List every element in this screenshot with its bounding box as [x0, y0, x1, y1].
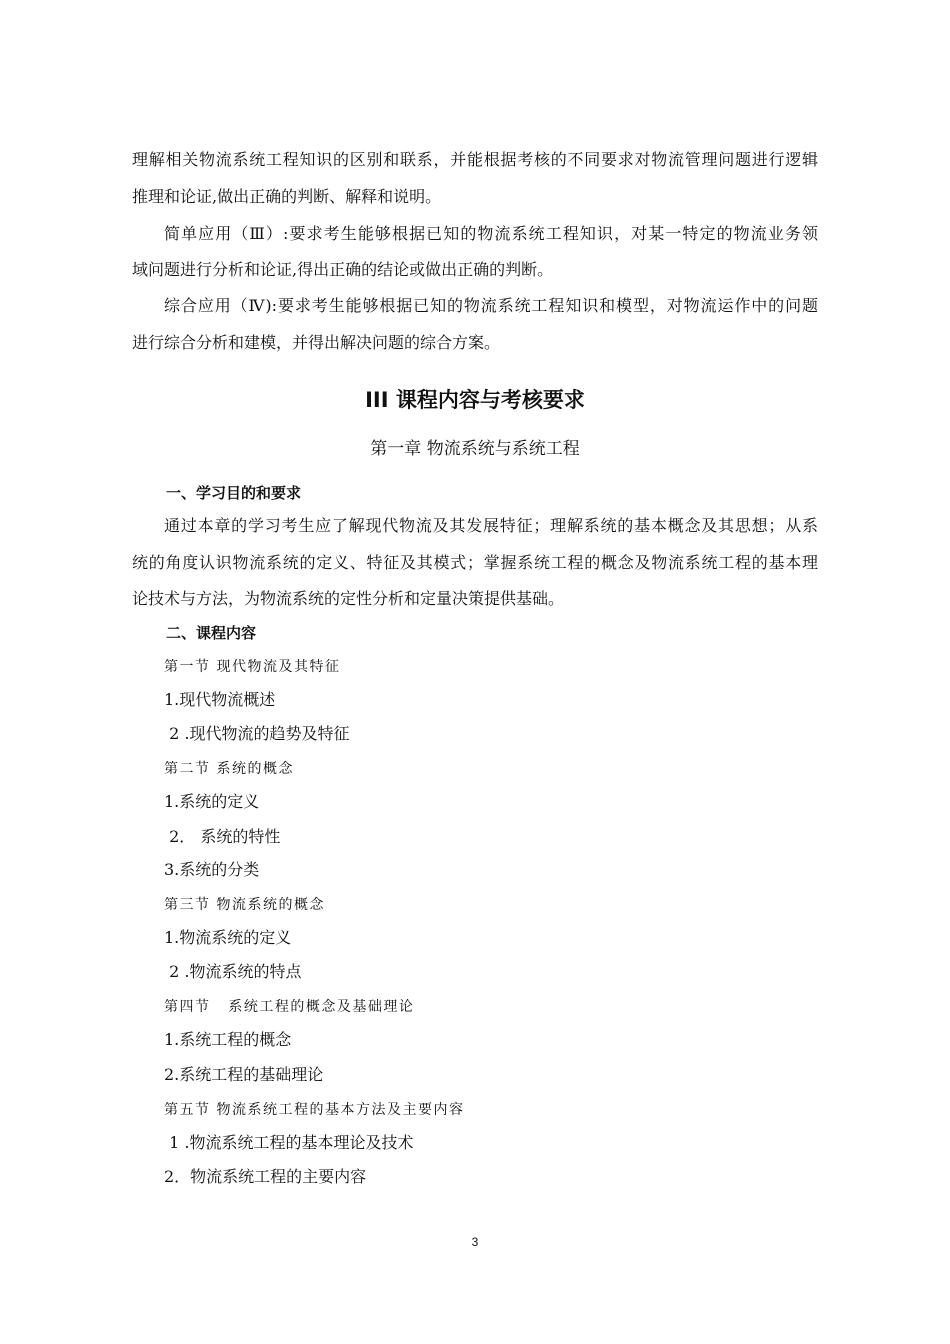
paragraph-line: 推理和论证,做出正确的判断、解释和说明。 [132, 187, 442, 206]
paragraph-line: 理解相关物流系统工程知识的区别和联系，并能根据考核的不同要求对物流管理问题进行逻辑 [132, 150, 818, 169]
list-item: 1 .物流系统工程的基本理论及技术 [164, 1133, 414, 1152]
paragraph-line: 综合应用（Ⅳ):要求考生能够根据已知的物流系统工程知识和模型，对物流运作中的问题 [164, 296, 818, 315]
list-item: 1.物流系统的定义 [164, 928, 292, 947]
page-number: 3 [471, 1235, 479, 1249]
list-item: 2．物流系统工程的主要内容 [164, 1167, 367, 1186]
list-item: 1.系统的定义 [164, 792, 260, 811]
list-item: 第三节 物流系统的概念 [164, 897, 325, 913]
list-item: 2.系统工程的基础理论 [164, 1065, 324, 1084]
list-item: 1.系统工程的概念 [164, 1030, 292, 1049]
paragraph-line: 论技术与方法，为物流系统的定性分析和定量决策提供基础。 [132, 589, 565, 608]
list-item: 2 .现代物流的趋势及特征 [164, 724, 350, 743]
section-title: 一、学习目的和要求 [166, 484, 302, 502]
list-item: 3.系统的分类 [164, 860, 260, 879]
paragraph-line: 通过本章的学习考生应了解现代物流及其发展特征；理解系统的基本概念及其思想；从系 [164, 516, 818, 535]
list-item: 第一节 现代物流及其特征 [164, 659, 341, 675]
paragraph-line: 进行综合分析和建模，并得出解决问题的综合方案。 [132, 333, 501, 352]
list-item: 第二节 系统的概念 [164, 761, 294, 777]
paragraph-line: 统的角度认识物流系统的定义、特征及其模式；掌握系统工程的概念及物流系统工程的基本理 [132, 553, 818, 572]
list-item: 第五节 物流系统工程的基本方法及主要内容 [164, 1102, 465, 1118]
chapter-heading: 第一章 物流系统与系统工程 [370, 439, 580, 459]
list-item: 2 .物流系统的特点 [164, 962, 302, 981]
section-title: 二、课程内容 [166, 624, 257, 642]
list-item: 第四节 系统工程的概念及基础理论 [164, 999, 415, 1015]
list-item: 2． 系统的特性 [164, 827, 281, 846]
paragraph-line: 域问题进行分析和论证,得出正确的结论或做出正确的判断。 [132, 260, 554, 279]
list-item: 1.现代物流概述 [164, 690, 276, 709]
paragraph-line: 简单应用（Ⅲ）:要求考生能够根据已知的物流系统工程知识，对某一特定的物流业务领 [164, 224, 818, 243]
part-heading: III 课程内容与考核要求 [365, 388, 585, 412]
